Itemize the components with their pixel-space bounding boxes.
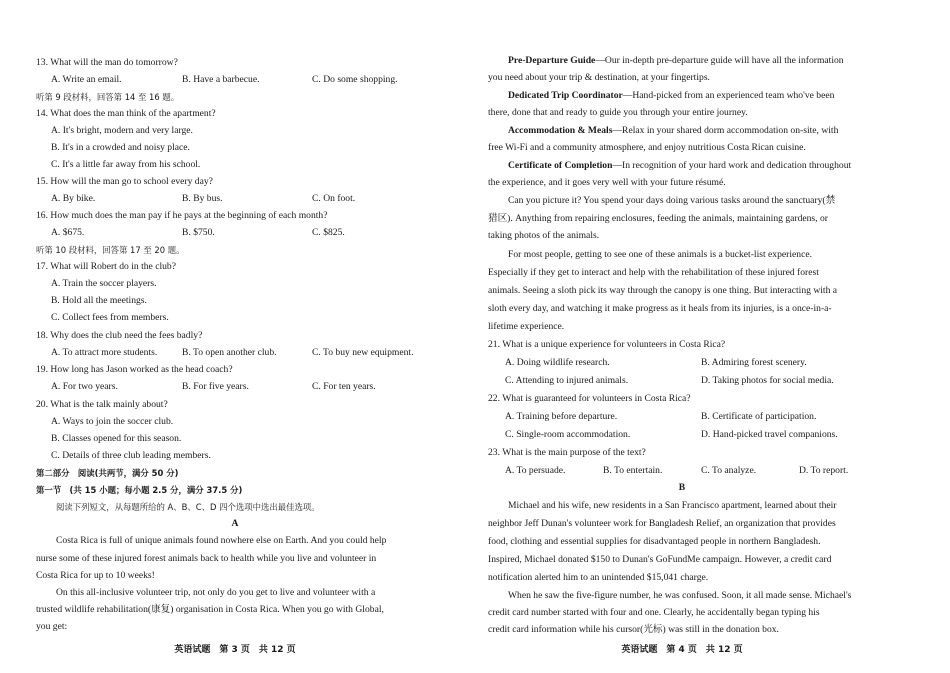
right-page <box>488 0 876 673</box>
passage-b-p1-line5: notification alerted him to an unintended $15,041 charge. <box>488 572 709 583</box>
coord-line1 <box>508 90 834 102</box>
coord-title: Dedicated Trip Coordinator <box>508 90 623 101</box>
q14-option-c: C. It's a little far away from his school. <box>51 159 201 170</box>
q19-option-b: B. For five years. <box>182 381 249 392</box>
passage-b-p1-line2: neighbor Jeff Dunan's volunteer work for Bangladesh Relief, an organization that provides <box>488 518 836 529</box>
q15-option-b: B. By bus. <box>182 193 223 204</box>
q13-option-b: B. Have a barbecue. <box>182 74 260 85</box>
q15-stem: 15. How will the man go to school every day? <box>36 176 213 187</box>
passage-a-p2-line3: you get: <box>36 621 68 632</box>
q21-option-d: D. Taking photos for social media. <box>701 375 834 386</box>
passage-b-p1-line1: Michael and his wife, new residents in a San Francisco apartment, learned about their <box>508 500 837 511</box>
q21-option-b: B. Admiring forest scenery. <box>701 357 807 368</box>
q18-option-b: B. To open another club. <box>182 347 277 358</box>
q22-option-a: A. Training before departure. <box>505 411 618 422</box>
most-people-line3: animals. Seeing a sloth pick its way through the canopy is one thing. But interacting with a <box>488 285 838 296</box>
coord-line2: there, done that and ready to guide you through your entire journey. <box>488 107 748 118</box>
q16-option-b: B. $750. <box>182 227 215 238</box>
q16-option-c: C. $825. <box>312 227 345 238</box>
q17-stem: 17. What will Robert do in the club? <box>36 261 176 272</box>
accom-line1 <box>508 125 838 137</box>
passage-a-p2-line1: On this all-inclusive volunteer trip, not only do you get to live and volunteer with a <box>56 587 376 598</box>
q13-stem: 13. What will the man do tomorrow? <box>36 57 178 68</box>
q14-option-a: A. It's bright, modern and very large. <box>51 125 193 136</box>
passage-a-p1-line1: Costa Rica is full of unique animals found nowhere else on Earth. And you could help <box>56 535 387 546</box>
q13-option-a: A. Write an email. <box>51 74 122 85</box>
passage-b-p1-line3: food, clothing and essential supplies for disadvantaged people in northern Bangladesh. <box>488 536 821 547</box>
q17-option-c: C. Collect fees from members. <box>51 312 169 323</box>
accom-text: —Relax in your shared dorm accommodation on-site, with <box>612 125 839 136</box>
page-footer-right: 英语试题 第 4 页 共 12 页 <box>621 645 743 655</box>
q21-option-c: C. Attending to injured animals. <box>505 375 629 386</box>
q19-stem: 19. How long has Jason worked as the head coach? <box>36 364 233 375</box>
reading-directions: 阅读下列短文，从每题所给的 A、B、C、D 四个选项中选出最佳选项。 <box>56 502 320 512</box>
passage-a-label: A <box>231 518 239 529</box>
q20-option-c: C. Details of three club leading members. <box>51 450 211 461</box>
accom-line2: free Wi-Fi and a community atmosphere, and enjoy nutritious Costa Rican cuisine. <box>488 142 806 153</box>
q23-option-b: B. To entertain. <box>603 465 663 476</box>
q18-option-c: C. To buy new equipment. <box>312 347 414 358</box>
left-page <box>36 0 434 673</box>
most-people-line4: sloth every day, and watching it make progress as it heals from its injuries, is a once-in-a- <box>488 303 832 314</box>
q17-option-a: A. Train the soccer players. <box>51 278 157 289</box>
q23-option-d: D. To report. <box>799 465 849 476</box>
q20-option-b: B. Classes opened for this season. <box>51 433 182 444</box>
sanctuary-line3: taking photos of the animals. <box>488 230 600 241</box>
passage-b-p2-line2: credit card number started with four and one. Clearly, he accidentally began typing his <box>488 607 820 618</box>
guide-text: —Our in-depth pre-departure guide will have all the information <box>595 55 844 66</box>
q19-option-a: A. For two years. <box>51 381 118 392</box>
guide-line1 <box>508 55 844 67</box>
q17-option-b: B. Hold all the meetings. <box>51 295 147 306</box>
instruction-material-9: 听第 9 段材料，回答第 14 至 16 题。 <box>36 92 180 102</box>
q15-option-a: A. By bike. <box>51 193 96 204</box>
q23-option-c: C. To analyze. <box>701 465 757 476</box>
passage-b-p1-line4: Inspired, Michael donated $150 to Dunan's GoFundMe campaign. However, a credit card <box>488 554 832 565</box>
accom-title: Accommodation & Meals <box>508 125 613 136</box>
guide-line2: you need about your trip & destination, at your fingertips. <box>488 72 710 83</box>
passage-b-p2-line3: credit card information while his cursor(光标) was still in the donation box. <box>488 624 779 635</box>
q16-option-a: A. $675. <box>51 227 85 238</box>
most-people-line5: lifetime experience. <box>488 321 565 332</box>
sanctuary-line1: Can you picture it? You spend your days doing various tasks around the sanctuary(禁 <box>508 195 836 206</box>
q15-option-c: C. On foot. <box>312 193 356 204</box>
q21-option-a: A. Doing wildlife research. <box>505 357 610 368</box>
page-footer-left: 英语试题 第 3 页 共 12 页 <box>174 645 296 655</box>
guide-title: Pre-Departure Guide <box>508 55 596 66</box>
q18-stem: 18. Why does the club need the fees badly? <box>36 330 203 341</box>
coord-text: —Hand-picked from an experienced team who've been <box>622 90 835 101</box>
q14-option-b: B. It's in a crowded and noisy place. <box>51 142 190 153</box>
cert-text: —In recognition of your hard work and dedication throughout <box>612 160 852 171</box>
q23-stem: 23. What is the main purpose of the text? <box>488 447 646 458</box>
q13-option-c: C. Do some shopping. <box>312 74 398 85</box>
passage-a-p1-line2: nurse some of these injured forest animals back to health while you live and volunteer in <box>36 553 377 564</box>
q14-stem: 14. What does the man think of the apartment? <box>36 108 216 119</box>
q18-option-a: A. To attract more students. <box>51 347 158 358</box>
passage-a-p2-line2: trusted wildlife rehabilitation(康复) organisation in Costa Rica. When you go with Global, <box>36 604 384 615</box>
cert-title: Certificate of Completion <box>508 160 613 171</box>
instruction-material-10: 听第 10 段材料，回答第 17 至 20 题。 <box>36 245 185 255</box>
passage-b-label: B <box>678 482 686 493</box>
q16-stem: 16. How much does the man pay if he pays at the beginning of each month? <box>36 210 328 221</box>
cert-line2: the experience, and it goes very well with your future résumé. <box>488 177 726 188</box>
q22-stem: 22. What is guaranteed for volunteers in Costa Rica? <box>488 393 691 404</box>
q22-option-c: C. Single-room accommodation. <box>505 429 631 440</box>
q23-option-a: A. To persuade. <box>505 465 566 476</box>
most-people-line2: Especially if they get to interact and help with the rehabilitation of these injured forest <box>488 267 819 278</box>
part-2-heading: 第二部分 阅读(共两节，满分 50 分) <box>36 468 179 478</box>
q22-option-d: D. Hand-picked travel companions. <box>701 429 838 440</box>
q22-option-b: B. Certificate of participation. <box>701 411 817 422</box>
section-1-heading: 第一节 (共 15 小题；每小题 2.5 分，满分 37.5 分) <box>36 485 243 495</box>
q20-stem: 20. What is the talk mainly about? <box>36 399 168 410</box>
sanctuary-line2: 猎区). Anything from repairing enclosures, feeding the animals, maintaining gardens, or <box>488 213 828 224</box>
passage-b-p2-line1: When he saw the five-figure number, he was confused. Soon, it all made sense. Michael's <box>508 590 852 601</box>
q21-stem: 21. What is a unique experience for volunteers in Costa Rica? <box>488 339 726 350</box>
q19-option-c: C. For ten years. <box>312 381 376 392</box>
passage-a-p1-line3: Costa Rica for up to 10 weeks! <box>36 570 155 581</box>
cert-line1 <box>508 160 851 172</box>
most-people-line1: For most people, getting to see one of these animals is a bucket-list experience. <box>508 249 812 260</box>
q20-option-a: A. Ways to join the soccer club. <box>51 416 174 427</box>
